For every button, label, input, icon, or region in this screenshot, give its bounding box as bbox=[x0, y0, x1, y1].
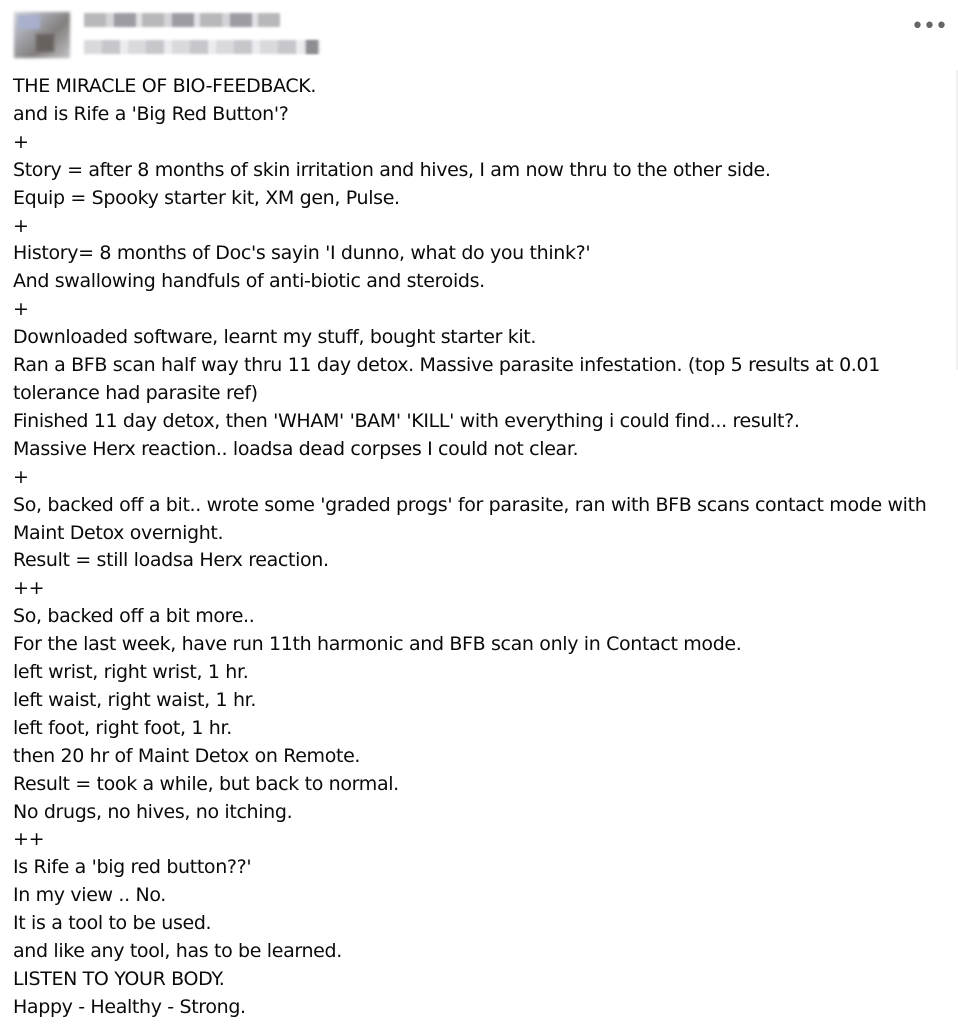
post-meta-redacted bbox=[84, 40, 320, 54]
post-text-line: + bbox=[13, 298, 29, 321]
more-options-button[interactable] bbox=[911, 14, 947, 46]
post-text bbox=[13, 73, 943, 1022]
post-text-line: Maint Detox overnight. bbox=[13, 521, 224, 544]
post-text-line: History= 8 months of Doc's sayin 'I dunno, what do you think?' bbox=[13, 242, 591, 265]
post-text-line: + bbox=[13, 130, 29, 153]
post-text-line: No drugs, no hives, no itching. bbox=[13, 800, 293, 823]
post-text-line: Finished 11 day detox, then 'WHAM' 'BAM' 'KILL' with everything i could find... result?. bbox=[13, 409, 800, 432]
post-text-line: tolerance had parasite ref) bbox=[13, 381, 258, 404]
post-text-line: Downloaded software, learnt my stuff, bought starter kit. bbox=[13, 326, 537, 349]
post-text-line: ++ bbox=[13, 577, 45, 600]
post-text-line: + bbox=[13, 465, 29, 488]
post-text-line: Massive Herx reaction.. loadsa dead corpses I could not clear. bbox=[13, 437, 579, 460]
post-text-line: So, backed off a bit more.. bbox=[13, 605, 255, 628]
post-text-line: Result = still loadsa Herx reaction. bbox=[13, 549, 329, 572]
post-text-line: + bbox=[13, 214, 29, 237]
post-text-line: LISTEN TO YOUR BODY. bbox=[13, 968, 225, 990]
post-text-line: left wrist, right wrist, 1 hr. bbox=[13, 661, 249, 684]
post-text-line: Equip = Spooky starter kit, XM gen, Pulse. bbox=[13, 186, 400, 209]
post-text-line: and like any tool, has to be learned. bbox=[13, 940, 342, 963]
post-text-line: Result = took a while, but back to normal. bbox=[13, 772, 399, 795]
author-name-redacted[interactable] bbox=[84, 13, 280, 27]
post-text-line: ++ bbox=[13, 828, 45, 851]
post-text-line: It is a tool to be used. bbox=[13, 912, 212, 935]
post-header bbox=[0, 0, 958, 70]
post-text-line: So, backed off a bit.. wrote some 'graded progs' for parasite, ran with BFB scans contact mode with bbox=[13, 493, 927, 516]
post-text-line: And swallowing handfuls of anti-biotic and steroids. bbox=[13, 270, 485, 293]
post-text-line: In my view .. No. bbox=[13, 884, 166, 907]
post-text-line: and is Rife a 'Big Red Button'? bbox=[13, 102, 289, 125]
avatar[interactable] bbox=[14, 12, 70, 58]
post-text-line: then 20 hr of Maint Detox on Remote. bbox=[13, 744, 361, 767]
post-text-line: Ran a BFB scan half way thru 11 day detox. Massive parasite infestation. (top 5 results at 0.01 bbox=[13, 354, 880, 377]
post-text-line: Is Rife a 'big red button??' bbox=[13, 856, 252, 879]
post-text-line: left foot, right foot, 1 hr. bbox=[13, 716, 232, 739]
post-text-line: left waist, right waist, 1 hr. bbox=[13, 688, 257, 711]
more-horizontal-icon: ••• bbox=[911, 14, 947, 39]
post-text-line: For the last week, have run 11th harmonic and BFB scan only in Contact mode. bbox=[13, 633, 742, 656]
post-text-line: Story = after 8 months of skin irritation and hives, I am now thru to the other side. bbox=[13, 158, 771, 181]
post-text-line: THE MIRACLE OF BIO-FEEDBACK. bbox=[13, 75, 317, 97]
audience-icon bbox=[306, 40, 318, 54]
post-text-line: Happy - Healthy - Strong. bbox=[13, 995, 246, 1018]
